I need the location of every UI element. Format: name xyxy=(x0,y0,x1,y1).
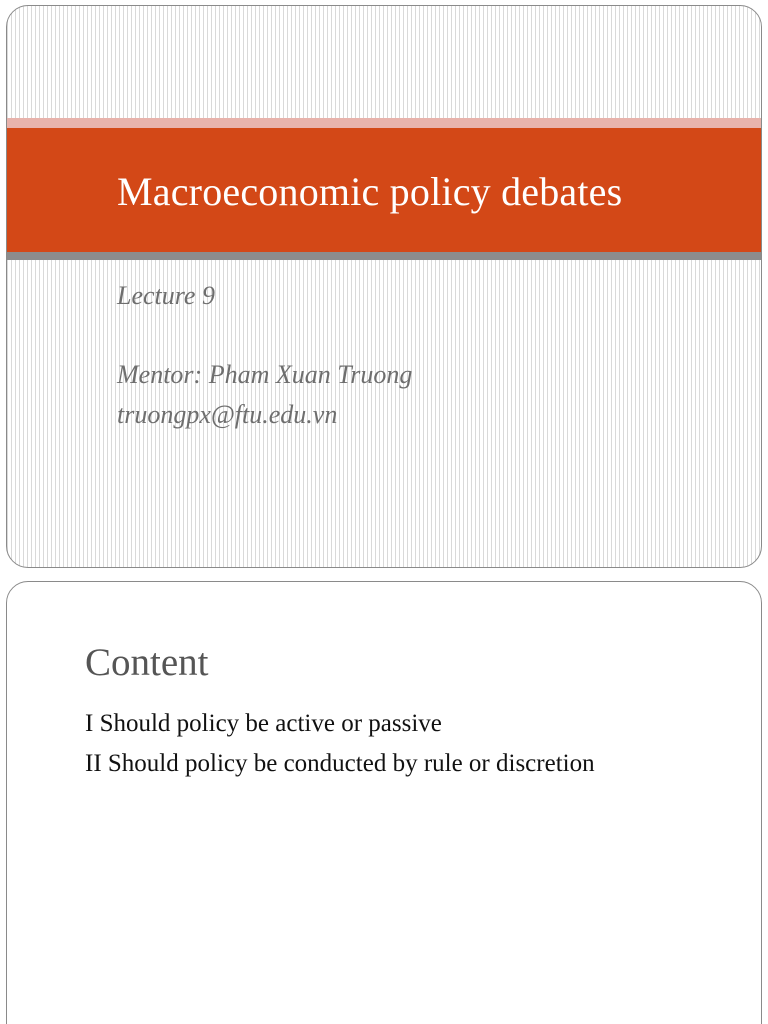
mentor-label: Mentor: Pham Xuan Truong xyxy=(117,360,413,389)
title-bar-accent-bottom xyxy=(7,252,761,260)
title-slide xyxy=(6,5,762,568)
slide-title: Macroeconomic policy debates xyxy=(117,169,623,214)
subtitle-spacer xyxy=(117,316,412,355)
content-item-2: II Should policy be conducted by rule or discretion xyxy=(85,750,595,777)
content-list xyxy=(85,704,595,784)
content-slide xyxy=(6,581,762,1024)
content-heading: Content xyxy=(85,641,209,684)
title-bar-accent-top xyxy=(7,118,761,128)
lecture-label: Lecture 9 xyxy=(117,281,215,310)
content-item-1: I Should policy be active or passive xyxy=(85,710,442,737)
mentor-email: truongpx@ftu.edu.vn xyxy=(117,400,338,429)
subtitle-block xyxy=(117,276,412,435)
title-bar xyxy=(7,128,761,252)
